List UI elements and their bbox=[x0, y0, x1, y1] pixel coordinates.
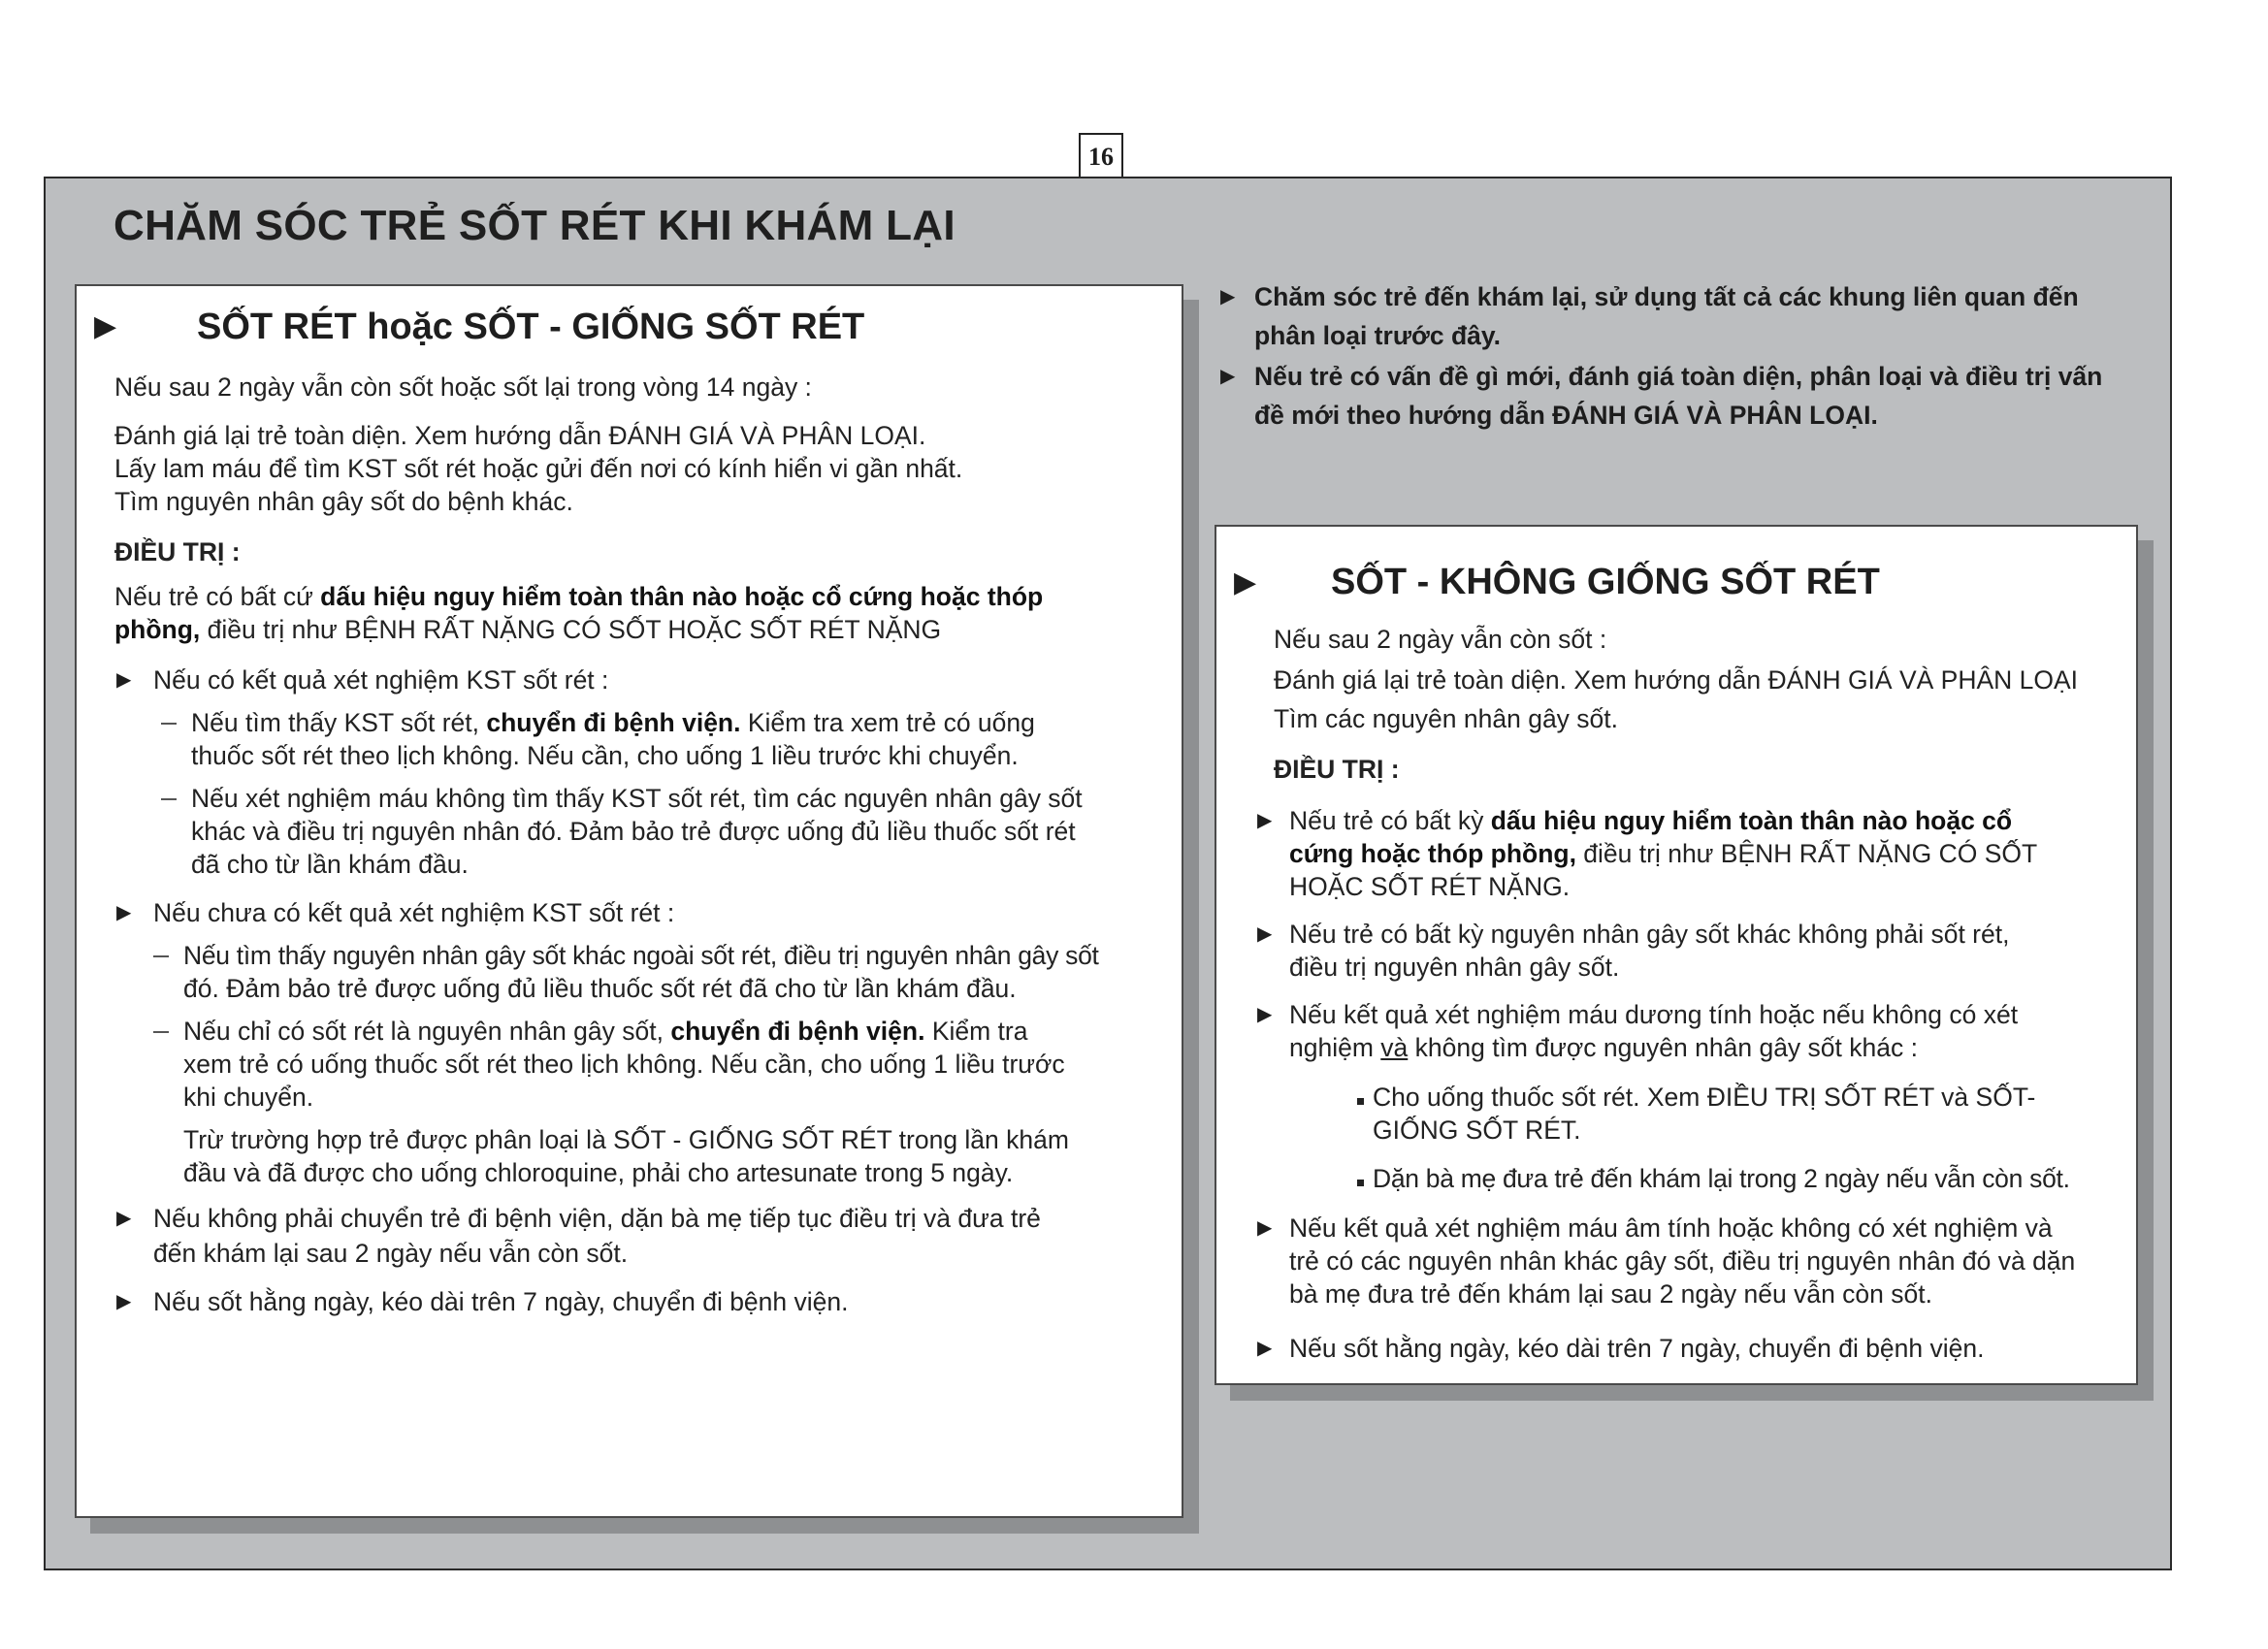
bullet-icon: ▶ bbox=[1220, 286, 1236, 307]
fever-bullet: điều trị nguyên nhân gây sốt. bbox=[1289, 953, 1620, 982]
bullet-icon: ▶ bbox=[1257, 1338, 1273, 1359]
instruction-line: đề mới theo hướng dẫn ĐÁNH GIÁ VÀ PHÂN LOẠI. bbox=[1254, 401, 1878, 430]
bullet-icon: ▶ bbox=[1257, 1004, 1273, 1025]
bullet-icon: ▶ bbox=[116, 902, 132, 923]
bullet-icon: ▶ bbox=[1257, 1217, 1273, 1239]
square-bullet-icon bbox=[1357, 1098, 1364, 1105]
fever-bullet: Nếu kết quả xét nghiệm máu dương tính hoặc nếu không có xét bbox=[1289, 1000, 2019, 1029]
malaria-treat-label: ĐIỀU TRỊ : bbox=[114, 537, 241, 566]
malaria-treat-line: Nếu trẻ có bất cứ dấu hiệu nguy hiểm toàn thân nào hoặc cổ cứng hoặc thóp bbox=[114, 582, 1044, 611]
fever-bullet: nghiệm và không tìm được nguyên nhân gây sốt khác : bbox=[1289, 1033, 1918, 1062]
fever-treat-label: ĐIỀU TRỊ : bbox=[1274, 755, 1400, 784]
bullet-icon: ▶ bbox=[1257, 923, 1273, 945]
malaria-bullet: đến khám lại sau 2 ngày nếu vẫn còn sốt. bbox=[153, 1239, 629, 1268]
malaria-bullet: Nếu sốt hằng ngày, kéo dài trên 7 ngày, chuyển đi bệnh viện. bbox=[153, 1287, 849, 1316]
dash-icon bbox=[161, 723, 177, 725]
malaria-result-item: Nếu xét nghiệm máu không tìm thấy KST sốt rét, tìm các nguyên nhân gây sốt bbox=[191, 784, 1083, 813]
malaria-result-item: Nếu tìm thấy KST sốt rét, chuyển đi bệnh viện. Kiểm tra xem trẻ có uống bbox=[191, 708, 1035, 737]
malaria-result-item: đã cho từ lần khám đầu. bbox=[191, 850, 469, 879]
fever-bullet: trẻ có các nguyên nhân khác gây sốt, điều trị nguyên nhân đó và dặn bbox=[1289, 1246, 2076, 1276]
malaria-treat-line: phồng, điều trị như BỆNH RẤT NẶNG CÓ SỐT HOẶC SỐT RÉT NẶNG bbox=[114, 615, 942, 644]
fever-bullet: HOẶC SỐT RÉT NẶNG. bbox=[1289, 872, 1571, 901]
bullet-icon: ▶ bbox=[1220, 366, 1236, 387]
fever-intro: Nếu sau 2 ngày vẫn còn sốt : bbox=[1274, 625, 1607, 654]
fever-sub-item: Dặn bà mẹ đưa trẻ đến khám lại trong 2 ngày nếu vẫn còn sốt. bbox=[1373, 1164, 2070, 1193]
malaria-result-label: Nếu có kết quả xét nghiệm KST sốt rét : bbox=[153, 665, 609, 695]
page-title: CHĂM SÓC TRẺ SỐT RÉT KHI KHÁM LẠI bbox=[113, 202, 956, 249]
malaria-box-title: SỐT RÉT hoặc SỐT - GIỐNG SỐT RÉT bbox=[197, 307, 865, 347]
bullet-icon: ▶ bbox=[116, 1291, 132, 1312]
malaria-result-item: thuốc sốt rét theo lịch không. Nếu cần, cho uống 1 liều trước khi chuyển. bbox=[191, 741, 1019, 770]
malaria-result-item: khác và điều trị nguyên nhân đó. Đảm bảo trẻ được uống đủ liều thuốc sốt rét bbox=[191, 817, 1076, 846]
fever-assess: Tìm các nguyên nhân gây sốt. bbox=[1274, 704, 1619, 733]
malaria-noresult-label: Nếu chưa có kết quả xét nghiệm KST sốt rét : bbox=[153, 898, 675, 927]
malaria-exception: đầu và đã được cho uống chloroquine, phải cho artesunate trong 5 ngày. bbox=[183, 1158, 1014, 1187]
malaria-assess-line: Tìm nguyên nhân gây sốt do bệnh khác. bbox=[114, 487, 573, 516]
fever-bullet: cứng hoặc thóp phồng, điều trị như BỆNH RẤT NẶNG CÓ SỐT bbox=[1289, 839, 2038, 868]
malaria-assess-line: Lấy lam máu để tìm KST sốt rét hoặc gửi đến nơi có kính hiển vi gần nhất. bbox=[114, 454, 963, 483]
malaria-exception: Trừ trường hợp trẻ được phân loại là SỐT - GIỐNG SỐT RÉT trong lần khám bbox=[183, 1125, 1069, 1154]
box-triangle-icon: ▶ bbox=[94, 310, 117, 342]
malaria-noresult-item: khi chuyển. bbox=[183, 1083, 314, 1112]
page-number: 16 bbox=[1079, 133, 1123, 181]
dash-icon bbox=[153, 1031, 169, 1033]
malaria-noresult-item: Nếu chỉ có sốt rét là nguyên nhân gây sốt, chuyển đi bệnh viện. Kiểm tra bbox=[183, 1017, 1028, 1046]
fever-assess: Đánh giá lại trẻ toàn diện. Xem hướng dẫn ĐÁNH GIÁ VÀ PHÂN LOẠI bbox=[1274, 665, 2079, 695]
square-bullet-icon bbox=[1357, 1180, 1364, 1186]
fever-bullet: Nếu trẻ có bất kỳ nguyên nhân gây sốt khác không phải sốt rét, bbox=[1289, 920, 2010, 949]
malaria-noresult-item: đó. Đảm bảo trẻ được uống đủ liều thuốc sốt rét đã cho từ lần khám đầu. bbox=[183, 974, 1017, 1003]
bullet-icon: ▶ bbox=[116, 1208, 132, 1229]
fever-bullet: Nếu kết quả xét nghiệm máu âm tính hoặc không có xét nghiệm và bbox=[1289, 1213, 2053, 1243]
instruction-line: phân loại trước đây. bbox=[1254, 321, 1502, 350]
fever-sub-item: Cho uống thuốc sốt rét. Xem ĐIỀU TRỊ SỐT RÉT và SỐT- bbox=[1373, 1083, 2036, 1112]
fever-sub-item: GIỐNG SỐT RÉT. bbox=[1373, 1116, 1581, 1145]
malaria-intro: Nếu sau 2 ngày vẫn còn sốt hoặc sốt lại trong vòng 14 ngày : bbox=[114, 372, 812, 402]
fever-bullet: Nếu sốt hằng ngày, kéo dài trên 7 ngày, chuyển đi bệnh viện. bbox=[1289, 1334, 1985, 1363]
dash-icon bbox=[153, 955, 169, 957]
malaria-noresult-item: Nếu tìm thấy nguyên nhân gây sốt khác ngoài sốt rét, điều trị nguyên nhân gây sốt bbox=[183, 941, 1099, 970]
dash-icon bbox=[161, 798, 177, 800]
fever-box-title: SỐT - KHÔNG GIỐNG SỐT RÉT bbox=[1331, 562, 1880, 602]
box-triangle-icon: ▶ bbox=[1234, 566, 1257, 598]
malaria-assess-line: Đánh giá lại trẻ toàn diện. Xem hướng dẫn ĐÁNH GIÁ VÀ PHÂN LOẠI. bbox=[114, 421, 926, 450]
instruction-line: Nếu trẻ có vấn đề gì mới, đánh giá toàn diện, phân loại và điều trị vấn bbox=[1254, 362, 2103, 391]
fever-bullet: Nếu trẻ có bất kỳ dấu hiệu nguy hiểm toàn thân nào hoặc cổ bbox=[1289, 806, 2013, 835]
fever-bullet: bà mẹ đưa trẻ đến khám lại sau 2 ngày nếu vẫn còn sốt. bbox=[1289, 1279, 1932, 1309]
bullet-icon: ▶ bbox=[116, 669, 132, 691]
malaria-noresult-item: xem trẻ có uống thuốc sốt rét theo lịch không. Nếu cần, cho uống 1 liều trước bbox=[183, 1050, 1065, 1079]
bullet-icon: ▶ bbox=[1257, 810, 1273, 831]
malaria-bullet: Nếu không phải chuyển trẻ đi bệnh viện, dặn bà mẹ tiếp tục điều trị và đưa trẻ bbox=[153, 1204, 1041, 1233]
instruction-line: Chăm sóc trẻ đến khám lại, sử dụng tất cả các khung liên quan đến bbox=[1254, 282, 2079, 311]
